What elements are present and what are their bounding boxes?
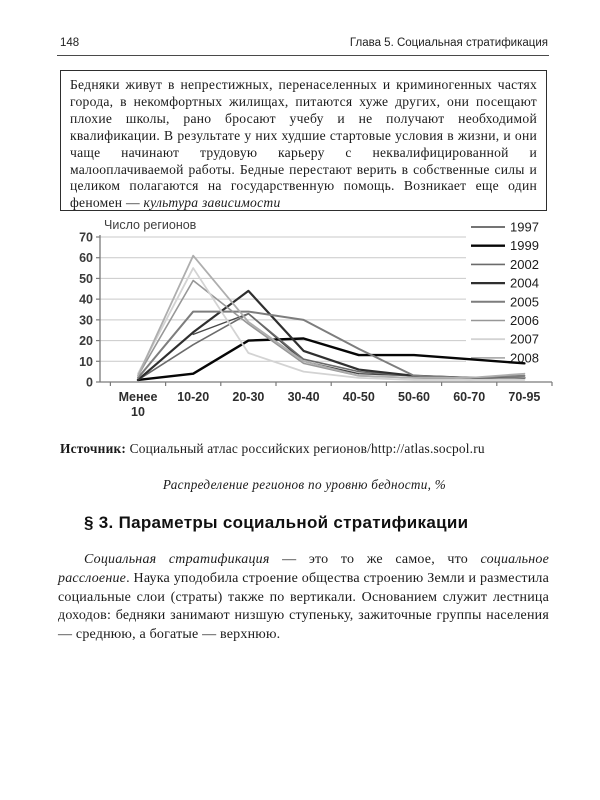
body-term-italic-2: социальное расслоение bbox=[58, 552, 550, 586]
svg-text:20: 20 bbox=[79, 334, 93, 349]
source-label: Источник: bbox=[60, 441, 127, 456]
svg-text:50: 50 bbox=[79, 271, 93, 286]
legend-label-1997: 1997 bbox=[510, 219, 539, 235]
chapter-title: Глава 5. Социальная стратификация bbox=[349, 37, 548, 49]
x-axis-labels bbox=[119, 390, 541, 419]
svg-text:10: 10 bbox=[79, 354, 93, 369]
legend-label-2007: 2007 bbox=[510, 331, 539, 347]
highlight-box bbox=[60, 70, 547, 211]
legend-label-2004: 2004 bbox=[510, 275, 539, 291]
page-number: 148 bbox=[60, 37, 80, 49]
legend-label-2006: 2006 bbox=[510, 313, 539, 328]
svg-text:10-20: 10-20 bbox=[177, 390, 210, 404]
svg-text:40-50: 40-50 bbox=[342, 390, 375, 404]
svg-text:70: 70 bbox=[79, 230, 93, 245]
legend-label-2005: 2005 bbox=[510, 294, 539, 310]
svg-text:60-70: 60-70 bbox=[453, 390, 486, 404]
header-rule bbox=[57, 55, 549, 56]
svg-text:70-95: 70-95 bbox=[508, 390, 541, 404]
svg-text:30: 30 bbox=[79, 313, 93, 328]
svg-text:30-40: 30-40 bbox=[287, 390, 320, 404]
chart-canvas bbox=[60, 218, 565, 433]
legend-label-1999: 1999 bbox=[510, 238, 539, 254]
y-axis-labels bbox=[79, 231, 93, 390]
box-text-italic: культура зависимости bbox=[143, 195, 281, 211]
body-text-2: . Наука уподобила строение общества строению Земли и разместила социальные слои (страты) также по вертикали. Основанием служит лестница доходов: бедняки занимают низшую ступеньку, зажиточные группы населения — среднюю, а богатые — верхнюю. bbox=[58, 570, 549, 643]
body-text: — это то же самое, что bbox=[269, 552, 481, 567]
chart-title: Число регионов bbox=[104, 218, 197, 232]
body-paragraph bbox=[58, 551, 549, 645]
legend-label-2008: 2008 bbox=[510, 350, 539, 366]
svg-text:40: 40 bbox=[79, 292, 93, 307]
section-heading: § 3. Параметры социальной стратификации bbox=[84, 513, 469, 532]
legend-label-2002: 2002 bbox=[510, 256, 539, 272]
poverty-distribution-chart bbox=[60, 218, 565, 433]
svg-text:Менее10: Менее 10 bbox=[118, 390, 158, 419]
chart-legend bbox=[466, 219, 562, 371]
figure-caption: Распределение регионов по уровню бедности, % bbox=[162, 477, 447, 492]
svg-text:0: 0 bbox=[86, 375, 93, 390]
source-line bbox=[60, 441, 549, 457]
svg-text:20-30: 20-30 bbox=[232, 390, 265, 404]
svg-text:50-60: 50-60 bbox=[398, 390, 430, 404]
source-text: Социальный атлас российских регионов/http://atlas.socpol.ru bbox=[126, 441, 485, 456]
body-term-italic: Социальная стратификация bbox=[84, 552, 270, 567]
page-header bbox=[60, 37, 548, 49]
box-text: Бедняки живут в непрестижных, перенаселенных и криминогенных частях города, в некомфортных жилищах, питаются хуже других, они посещают плохие школы, рано бросают учебу и не получают необходимой квалификации. В результате у них худшие стартовые условия в жизни, и они чаще начинают трудовую карьеру с неквалифицированной и малооплачиваемой работы. Бедные перестают верить в собственные силы и целиком полагаются на государственную помощь. Возникает еще один феномен — bbox=[70, 77, 537, 211]
svg-text:60: 60 bbox=[79, 251, 93, 266]
